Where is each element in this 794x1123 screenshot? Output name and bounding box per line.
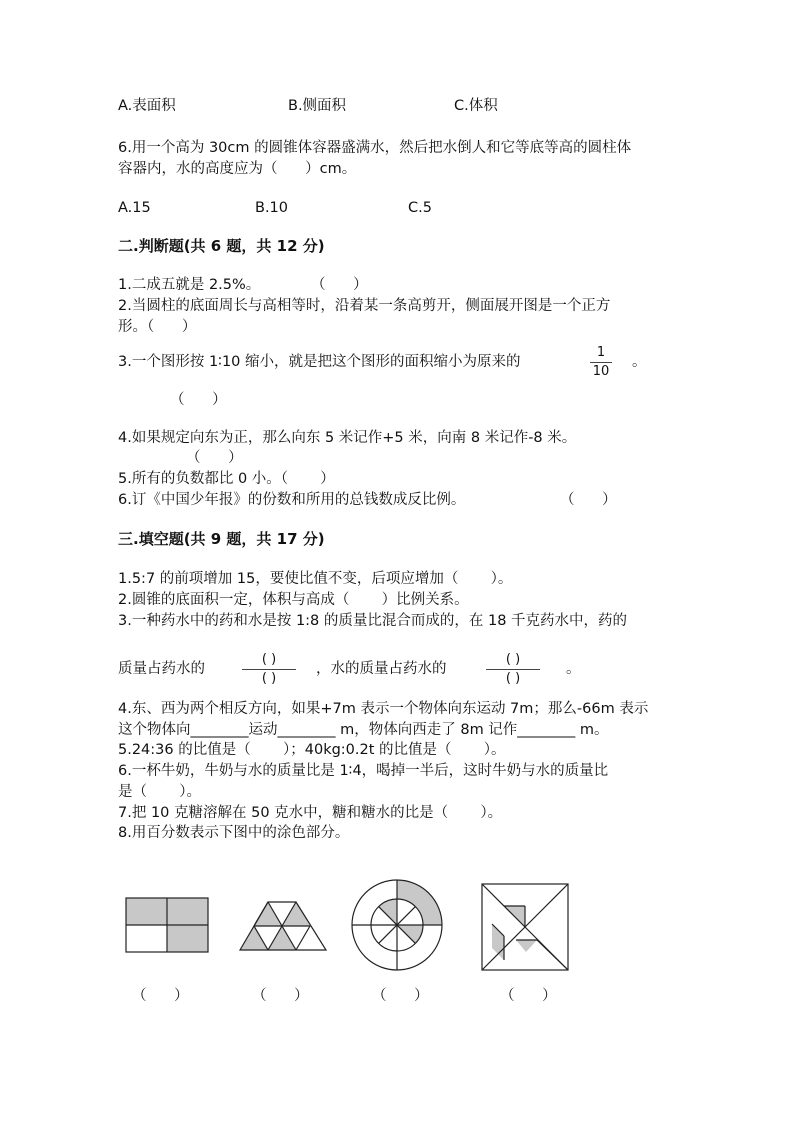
fill-item-3-cont: 质量占药水的 (118, 661, 205, 677)
fill-item-1: 1.5:7 的前项增加 15，要使比值不变，后项应增加（ ）。 (118, 571, 513, 587)
shaded-cell (126, 898, 167, 925)
fill-item-6: 6.一杯牛奶，牛奶与水的质量比是 1∶4，喝掉一半后，这时牛奶与水的质量比 (118, 763, 609, 779)
q5-option-c: C.体积 (454, 98, 498, 114)
figure-answer-1[interactable]: （ ） (132, 988, 189, 1004)
q5-option-a: A.表面积 (118, 98, 176, 114)
figure-tangram (482, 884, 568, 970)
blank-denominator: ( ) (505, 671, 521, 686)
shaded-triangle (282, 902, 310, 926)
fill-item-2: 2.圆锥的底面积一定，体积与高成（ ）比例关系。 (118, 592, 469, 608)
fill-item-3: 3.一种药水中的药和水是按 1:8 的质量比混合而成的，在 18 千克药水中，药的 (118, 613, 628, 629)
judge-item-3-answer[interactable]: （ ） (170, 392, 227, 408)
shaded-triangle (268, 926, 296, 950)
blank-numerator: ( ) (261, 652, 277, 667)
figure-rectangle (126, 898, 208, 952)
blank-fraction-1[interactable] (242, 652, 296, 687)
q6-line2: 容器内，水的高度应为（ ）cm。 (118, 161, 357, 177)
q6-option-a: A.15 (118, 200, 151, 216)
fill-item-3-mid: ，水的质量占药水的 (316, 661, 447, 677)
blank-fraction-2[interactable] (486, 652, 540, 687)
judge-item-5: 5.所有的负数都比 0 小。（ ） (118, 471, 335, 487)
fraction-bar (486, 669, 540, 670)
fill-item-8: 8.用百分数表示下图中的涂色部分。 (118, 825, 350, 841)
judge-item-2: 2.当圆柱的底面周长与高相等时，沿着某一条高剪开，侧面展开图是一个正方 (118, 298, 611, 314)
fraction-numerator: 1 (596, 345, 606, 360)
figure-trapezoid (240, 902, 326, 950)
fill-item-5: 5.24:36 的比值是（ ）；40kg:0.2t 的比值是（ ）。 (118, 742, 506, 758)
section2-title: 二.判断题(共 6 题，共 12 分) (118, 237, 325, 255)
fraction-bar (590, 362, 612, 363)
figure-answer-3[interactable]: （ ） (372, 988, 429, 1004)
q6-option-c: C.5 (408, 200, 432, 216)
judge-item-4: 4.如果规定向东为正，那么向东 5 米记作+5 米，向南 8 米记作-8 米。 (118, 430, 577, 446)
fraction-bar (242, 669, 296, 670)
fill-item-3-end: 。 (566, 661, 581, 677)
blank-numerator: ( ) (505, 652, 521, 667)
shaded-piece (516, 940, 537, 952)
fill-item-4-cont: 这个物体向________运动________ m，物体向西走了 8m 记作________ m。 (118, 722, 609, 738)
judge-item-6: 6.订《中国少年报》的份数和所用的总钱数成反比例。 (118, 492, 466, 508)
shaded-triangle (254, 902, 282, 926)
shaded-cell (167, 925, 208, 952)
figure-circle (352, 880, 442, 970)
fill-item-4: 4.东、西为两个相反方向，如果+7m 表示一个物体向东运动 7m；那么-66m 表示 (118, 701, 649, 717)
figure-answer-4[interactable]: （ ） (500, 988, 557, 1004)
q6-option-b: B.10 (255, 200, 289, 216)
judge-item-4-answer[interactable]: （ ） (186, 450, 243, 466)
judge-item-2-cont: 形。（ ） (118, 319, 197, 335)
judge-item-3: 3.一个图形按 1∶10 缩小，就是把这个图形的面积缩小为原来的 (118, 354, 521, 370)
judge-item-1: 1.二成五就是 2.5%。 （ ） (118, 277, 368, 293)
q5-option-b: B.侧面积 (288, 98, 347, 114)
shaded-cell (167, 898, 208, 925)
fill-item-7: 7.把 10 克糖溶解在 50 克水中，糖和糖水的比是（ ）。 (118, 805, 503, 821)
judge-item-3-end: 。 (632, 354, 647, 370)
fraction-denominator: 10 (592, 364, 610, 379)
judge-item-3-fraction (590, 345, 612, 380)
section3-title: 三.填空题(共 9 题，共 17 分) (118, 530, 325, 548)
figure-answer-2[interactable]: （ ） (252, 988, 309, 1004)
judge-item-6-answer[interactable]: （ ） (560, 492, 617, 508)
q6-line1: 6.用一个高为 30cm 的圆锥体容器盛满水，然后把水倒人和它等底等高的圆柱体 (118, 140, 632, 156)
shaded-triangle (240, 926, 268, 950)
blank-denominator: ( ) (261, 671, 277, 686)
fill-item-6-cont: 是（ ）。 (118, 784, 202, 800)
